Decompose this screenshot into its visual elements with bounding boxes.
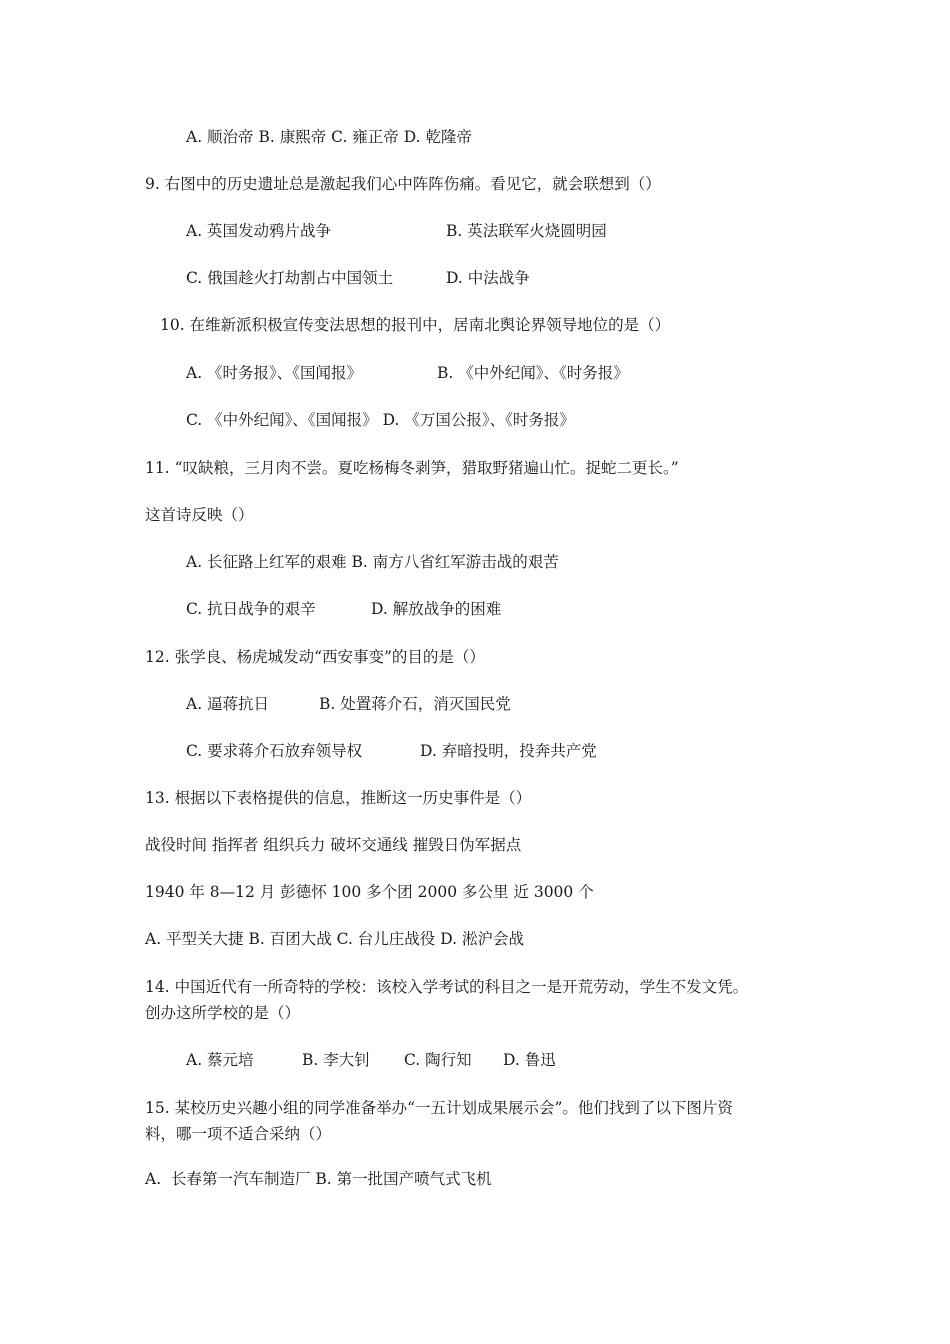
q11-option-c: C. 抗日战争的艰辛	[186, 600, 316, 618]
q14-question: 14. 中国近代有一所奇特的学校：该校入学考试的科目之一是开荒劳动，学生不发文凭。	[145, 978, 749, 996]
q13-table-row: 1940 年 8—12 月 彭德怀 100 多个团 2000 多公里 近 3000 个	[145, 883, 594, 901]
q10-options-cd: C. 《中外纪闻》、《国闻报》 D. 《万国公报》、《时务报》	[186, 411, 575, 429]
q12-option-a: A. 逼蒋抗日	[186, 695, 270, 713]
q14-option-a: A. 蔡元培	[186, 1051, 254, 1069]
q11-options-ab: A. 长征路上红军的艰难 B. 南方八省红军游击战的艰苦	[186, 553, 559, 571]
q9-question: 9. 右图中的历史遗址总是激起我们心中阵阵伤痛。看见它，就会联想到（）	[145, 175, 661, 193]
q10-option-a: A. 《时务报》、《国闻报》	[186, 364, 363, 382]
q9-option-d: D. 中法战争	[446, 269, 530, 287]
q15-question-cont: 料，哪一项不适合采纳（）	[145, 1125, 332, 1143]
q12-question: 12. 张学良、杨虎城发动“西安事变”的目的是（）	[145, 648, 485, 666]
q15-options-ab: A. 长春第一汽车制造厂 B. 第一批国产喷气式飞机	[145, 1170, 492, 1188]
q14-option-d: D. 鲁迅	[503, 1051, 556, 1069]
q8-options: A. 顺治帝 B. 康熙帝 C. 雍正帝 D. 乾隆帝	[186, 128, 472, 146]
q14-question-cont: 创办这所学校的是（）	[145, 1004, 301, 1022]
q13-options: A. 平型关大捷 B. 百团大战 C. 台儿庄战役 D. 淞沪会战	[145, 930, 524, 948]
q10-option-b: B. 《中外纪闻》、《时务报》	[437, 364, 629, 382]
q10-question: 10. 在维新派积极宣传变法思想的报刊中，居南北舆论界领导地位的是（）	[160, 316, 671, 334]
q11-question: 11. “叹缺粮，三月肉不尝。夏吃杨梅冬剥笋，猎取野猪遍山忙。捉蛇二更长。”	[145, 459, 679, 477]
q12-option-d: D. 弃暗投明，投奔共产党	[420, 742, 597, 760]
q11-question-cont: 这首诗反映（）	[145, 506, 254, 524]
q13-table-header: 战役时间 指挥者 组织兵力 破坏交通线 摧毁日伪军据点	[145, 836, 522, 854]
q9-option-c: C. 俄国趁火打劫割占中国领土	[186, 269, 394, 287]
q11-option-d: D. 解放战争的困难	[371, 600, 502, 618]
q9-option-b: B. 英法联军火烧圆明园	[446, 222, 607, 240]
q14-option-c: C. 陶行知	[404, 1051, 472, 1069]
q13-question: 13. 根据以下表格提供的信息，推断这一历史事件是（）	[145, 789, 532, 807]
q14-option-b: B. 李大钊	[302, 1051, 370, 1069]
q15-question: 15. 某校历史兴趣小组的同学准备举办“一五计划成果展示会”。他们找到了以下图片资	[145, 1099, 733, 1117]
q12-option-c: C. 要求蒋介石放弃领导权	[186, 742, 363, 760]
q9-option-a: A. 英国发动鸦片战争	[186, 222, 332, 240]
q12-option-b: B. 处置蒋介石，消灭国民党	[319, 695, 511, 713]
